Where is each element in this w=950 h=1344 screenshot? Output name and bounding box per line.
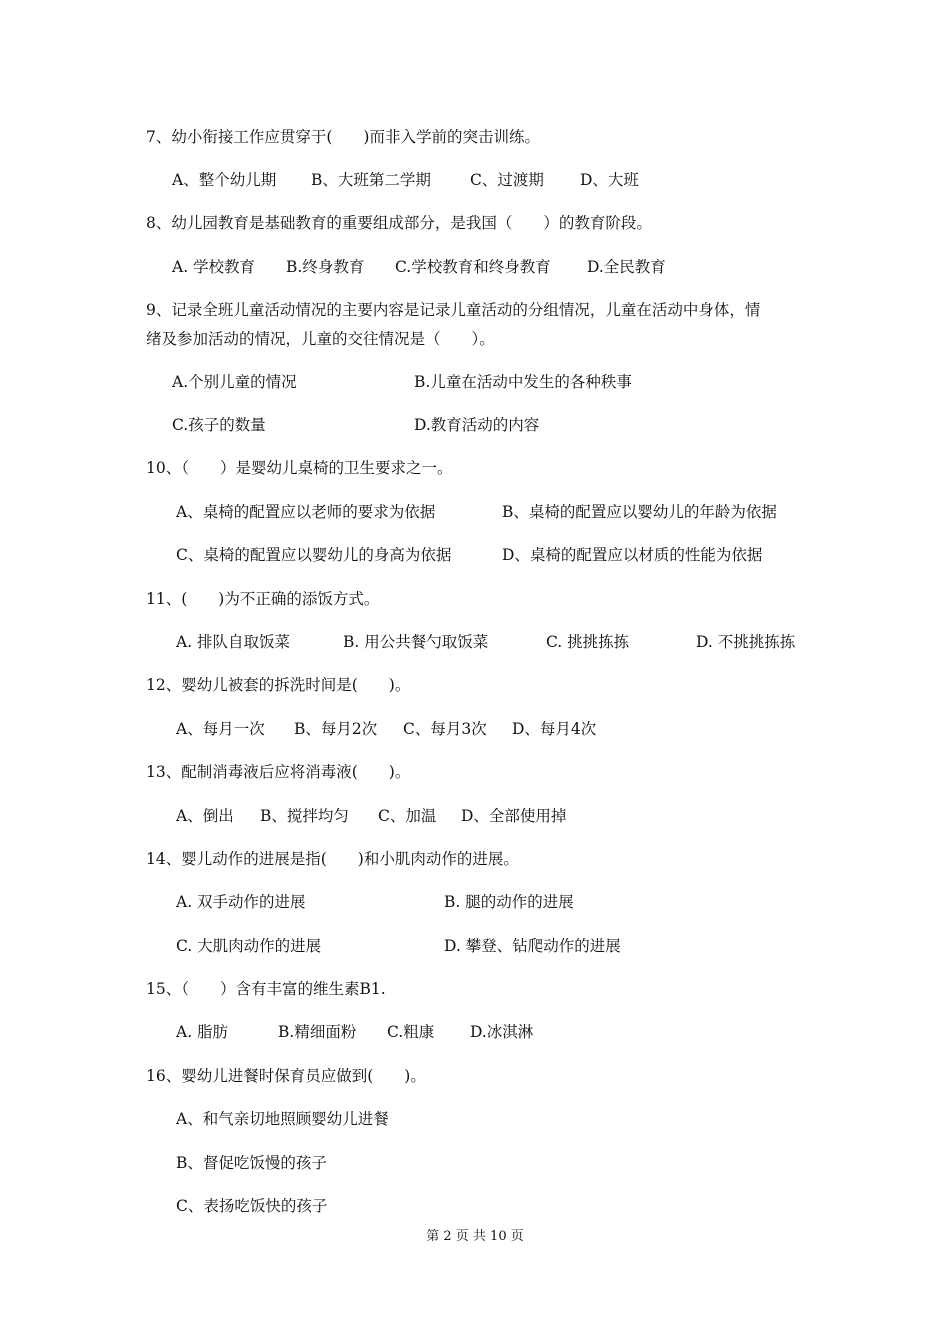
option-c: C. 大肌肉动作的进展 — [176, 937, 322, 955]
question-stem: 16、婴幼儿进餐时保育员应做到( )。 — [146, 1067, 426, 1085]
option-d: D、大班 — [580, 171, 639, 189]
option-d: D.教育活动的内容 — [414, 416, 540, 434]
option-c: C、表扬吃饭快的孩子 — [176, 1197, 328, 1215]
option-c: C、桌椅的配置应以婴幼儿的身高为依据 — [176, 546, 452, 564]
question-stem: 14、婴儿动作的进展是指( )和小肌肉动作的进展。 — [146, 850, 519, 868]
option-a: A、每月一次 — [176, 720, 265, 738]
option-d: D.冰淇淋 — [470, 1023, 534, 1041]
option-a: A. 学校教育 — [172, 258, 256, 276]
option-b: B、每月2次 — [294, 720, 378, 738]
option-c: C、加温 — [378, 807, 437, 825]
question-stem: 13、配制消毒液后应将消毒液( )。 — [146, 763, 411, 781]
question-stem: 7、幼小衔接工作应贯穿于( )而非入学前的突击训练。 — [146, 128, 540, 146]
option-c: C、过渡期 — [470, 171, 544, 189]
option-a: A. 双手动作的进展 — [176, 893, 306, 911]
question-stem: 12、婴幼儿被套的拆洗时间是( )。 — [146, 676, 411, 694]
option-b: B、搅拌均匀 — [260, 807, 349, 825]
page-number-footer: 第 2 页 共 10 页 — [426, 1229, 524, 1244]
option-c: C.孩子的数量 — [172, 416, 266, 434]
option-a: A. 脂肪 — [176, 1023, 229, 1041]
option-a: A、整个幼儿期 — [172, 171, 277, 189]
option-b: B、桌椅的配置应以婴幼儿的年龄为依据 — [502, 503, 777, 521]
option-b: B、大班第二学期 — [311, 171, 431, 189]
option-c: C. 挑挑拣拣 — [546, 633, 630, 651]
option-d: D. 攀登、钻爬动作的进展 — [444, 937, 621, 955]
option-a: A.个别儿童的情况 — [172, 373, 297, 391]
option-b: B、督促吃饭慢的孩子 — [176, 1154, 327, 1172]
option-d: D、桌椅的配置应以材质的性能为依据 — [502, 546, 763, 564]
question-stem: 10、（ ）是婴幼儿桌椅的卫生要求之一。 — [146, 459, 453, 477]
question-stem: 8、幼儿园教育是基础教育的重要组成部分，是我国（ ）的教育阶段。 — [146, 214, 652, 232]
option-d: D、每月4次 — [512, 720, 597, 738]
question-stem: 11、( )为不正确的添饭方式。 — [146, 590, 380, 608]
option-b: B. 腿的动作的进展 — [444, 893, 574, 911]
option-a: A、和气亲切地照顾婴幼儿进餐 — [176, 1110, 389, 1128]
option-c: C.粗康 — [387, 1023, 435, 1041]
option-b: B.精细面粉 — [278, 1023, 357, 1041]
option-d: D. 不挑挑拣拣 — [696, 633, 796, 651]
option-c: C、每月3次 — [403, 720, 487, 738]
question-stem: 9、记录全班儿童活动情况的主要内容是记录儿童活动的分组情况，儿童在活动中身体，情 — [146, 301, 761, 319]
option-b: B.终身教育 — [286, 258, 365, 276]
option-a: A. 排队自取饭菜 — [176, 633, 291, 651]
option-c: C.学校教育和终身教育 — [395, 258, 551, 276]
option-a: A、倒出 — [176, 807, 234, 825]
option-b: B.儿童在活动中发生的各种秩事 — [414, 373, 632, 391]
option-b: B. 用公共餐勺取饭菜 — [343, 633, 489, 651]
option-d: D.全民教育 — [587, 258, 666, 276]
option-a: A、桌椅的配置应以老师的要求为依据 — [176, 503, 436, 521]
option-d: D、全部使用掉 — [461, 807, 567, 825]
question-stem-continued: 绪及参加活动的情况，儿童的交往情况是（ ）。 — [146, 330, 495, 348]
question-stem: 15、（ ）含有丰富的维生素B1. — [146, 980, 386, 998]
